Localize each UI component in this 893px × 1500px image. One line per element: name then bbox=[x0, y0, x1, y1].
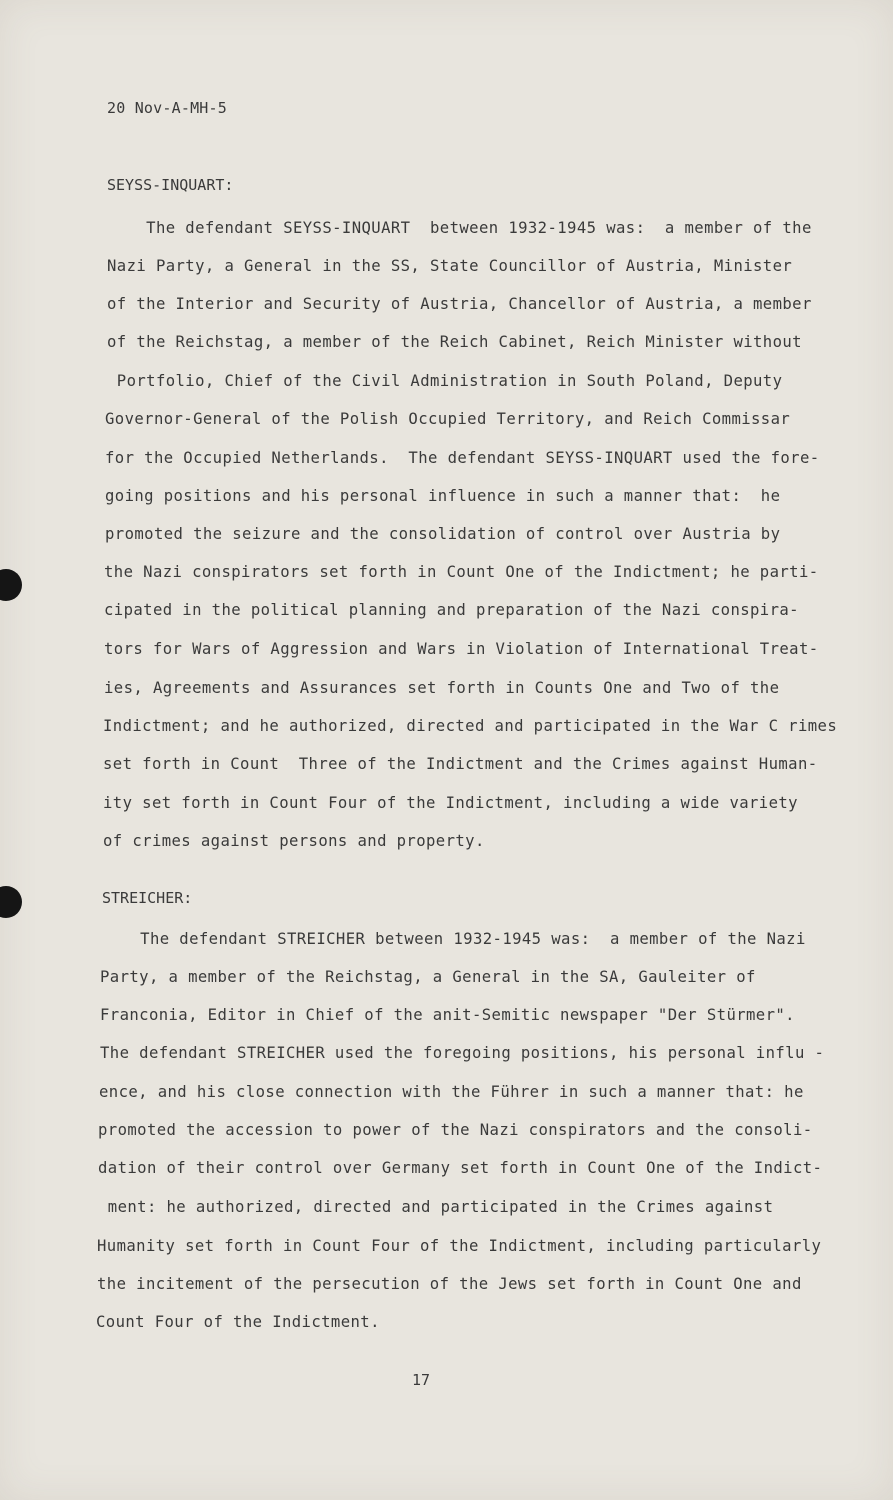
text-line: The defendant STREICHER between 1932-1945 was: a member of the Nazi bbox=[101, 930, 806, 948]
text-line: promoted the seizure and the consolidation of control over Austria by bbox=[105, 525, 781, 543]
text-line: Party, a member of the Reichstag, a General in the SA, Gauleiter of bbox=[100, 968, 756, 986]
document-code: 20 Nov-A-MH-5 bbox=[107, 99, 227, 117]
text-line: ity set forth in Count Four of the Indictment, including a wide variety bbox=[103, 794, 798, 812]
text-line: Nazi Party, a General in the SS, State Councillor of Austria, Minister bbox=[107, 257, 793, 275]
text-line: Portfolio, Chief of the Civil Administration in South Poland, Deputy bbox=[107, 372, 783, 390]
text-line: dation of their control over Germany set forth in Count One of the Indict- bbox=[98, 1159, 823, 1177]
punch-hole-top bbox=[0, 569, 22, 601]
text-line: The defendant SEYSS-INQUART between 1932-1945 was: a member of the bbox=[107, 219, 812, 237]
text-line: of the Reichstag, a member of the Reich Cabinet, Reich Minister without bbox=[107, 333, 802, 351]
text-line: Governor-General of the Polish Occupied Territory, and Reich Commissar bbox=[105, 410, 791, 428]
text-line: Indictment; and he authorized, directed and participated in the War C rimes bbox=[103, 717, 838, 735]
text-line: The defendant STREICHER used the foregoing positions, his personal influ - bbox=[100, 1044, 825, 1062]
punch-hole-bottom bbox=[0, 886, 22, 918]
text-line: cipated in the political planning and preparation of the Nazi conspira- bbox=[104, 601, 799, 619]
text-line: Franconia, Editor in Chief of the anit-Semitic newspaper "Der Stürmer". bbox=[100, 1006, 795, 1024]
text-line: the Nazi conspirators set forth in Count One of the Indictment; he parti- bbox=[104, 563, 819, 581]
text-line: of the Interior and Security of Austria, Chancellor of Austria, a member bbox=[107, 295, 812, 313]
page-number: 17 bbox=[412, 1371, 431, 1389]
text-line: for the Occupied Netherlands. The defendant SEYSS-INQUART used the fore- bbox=[105, 449, 820, 467]
section-title-seyss-inquart: SEYSS-INQUART: bbox=[107, 176, 234, 194]
section-title-streicher: STREICHER: bbox=[102, 889, 193, 907]
text-line: tors for Wars of Aggression and Wars in Violation of International Treat- bbox=[104, 640, 819, 658]
text-line: Humanity set forth in Count Four of the Indictment, including particularly bbox=[97, 1237, 822, 1255]
text-line: promoted the accession to power of the Nazi conspirators and the consoli- bbox=[98, 1121, 813, 1139]
text-line: ies, Agreements and Assurances set forth in Counts One and Two of the bbox=[104, 679, 780, 697]
text-line: of crimes against persons and property. bbox=[103, 832, 485, 850]
text-line: the incitement of the persecution of the Jews set forth in Count One and bbox=[97, 1275, 802, 1293]
text-line: Count Four of the Indictment. bbox=[96, 1313, 380, 1331]
text-line: set forth in Count Three of the Indictment and the Crimes against Human- bbox=[103, 755, 818, 773]
text-line: ment: he authorized, directed and participated in the Crimes against bbox=[98, 1198, 774, 1216]
text-line: ence, and his close connection with the Führer in such a manner that: he bbox=[99, 1083, 804, 1101]
text-line: going positions and his personal influence in such a manner that: he bbox=[105, 487, 781, 505]
